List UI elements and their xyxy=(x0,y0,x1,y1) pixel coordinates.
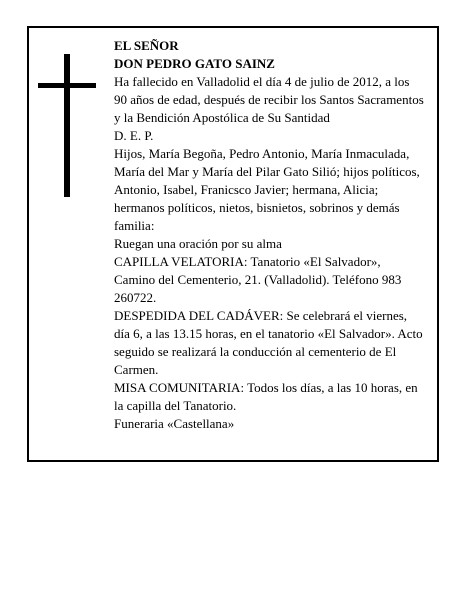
family-list: Hijos, María Begoña, Pedro Antonio, María Inmaculada, María del Mar y María del Pilar Gato Silió; hijos políticos, Antonio, Isabel, Franicsco Javier; hermana, Alicia; hermanos políticos, nietos, bisnietos, sobrinos y demás familia: xyxy=(114,146,420,233)
cross-icon xyxy=(64,54,70,197)
farewell-info: DESPEDIDA DEL CADÁVER: Se celebrará el viernes, día 6, a las 13.15 horas, en el tanatorio «El Salvador». Acto seguido se realizará la conducción al cementerio de El Carmen. xyxy=(114,308,423,377)
notice-title: EL SEÑOR xyxy=(114,38,179,53)
obituary-text xyxy=(114,37,424,433)
cross-icon-bar xyxy=(38,83,96,88)
dep-line: D. E. P. xyxy=(114,128,154,143)
chapel-info: CAPILLA VELATORIA: Tanatorio «El Salvador», Camino del Cementerio, 21. (Valladolid). Teléfono 983 260722. xyxy=(114,254,402,305)
deceased-name: DON PEDRO GATO SAINZ xyxy=(114,56,275,71)
death-announcement: Ha fallecido en Valladolid el día 4 de julio de 2012, a los 90 años de edad, después de recibir los Santos Sacramentos y la Bendición Apostólica de Su Santidad xyxy=(114,74,424,125)
prayer-request: Ruegan una oración por su alma xyxy=(114,236,282,251)
funeral-home: Funeraria «Castellana» xyxy=(114,416,235,431)
mass-info: MISA COMUNITARIA: Todos los días, a las 10 horas, en la capilla del Tanatorio. xyxy=(114,380,418,413)
